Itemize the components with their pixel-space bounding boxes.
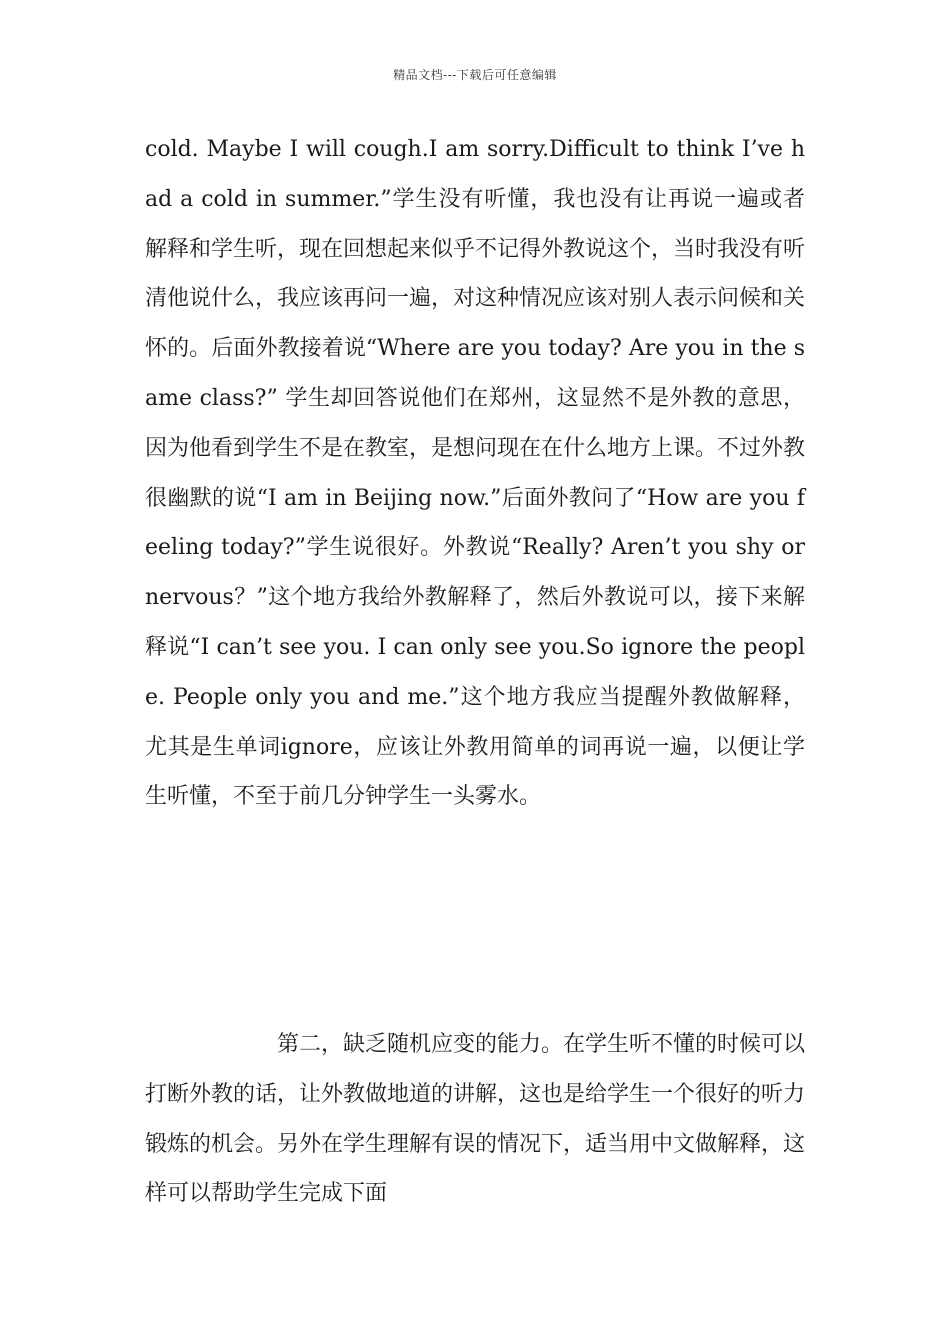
page-header: 精品文档---下载后可任意编辑 <box>393 68 557 82</box>
paragraph-1: cold. Maybe I will cough.I am sorry.Difficult to think I’ve had a cold in summer.”学生没有听懂，我也没有让再说一遍或者解释和学生听，现在回想起来似乎不记得外教说这个，当时我没有听清他说什么，我应该再问一遍，对这种情况应该对别人表示问候和关怀的。后面外教接着说“Where are you today? Are you in the same class?” 学生却回答说他们在郑州，这显然不是外教的意思，因为他看到学生不是在教室，是想问现在在什么地方上课。不过外教很幽默的说“I am in Beijing now.”后面外教问了“How are you feeling today?”学生说很好。外教说“Really? Aren’t you shy or nervous？”这个地方我给外教解释了，然后外教说可以，接下来解释说“I can’t see you. I can only see you.So ignore the people. People only you and me.”这个地方我应当提醒外教做解释，尤其是生单词ignore，应该让外教用简单的词再说一遍，以便让学生听懂，不至于前几分钟学生一头雾水。 <box>145 137 806 810</box>
paragraph-2: 第二，缺乏随机应变的能力。在学生听不懂的时候可以打断外教的话，让外教做地道的讲解，这也是给学生一个很好的听力锻炼的机会。另外在学生理解有误的情况下，适当用中文做解释，这样可以帮助学生完成下面 <box>145 1032 806 1207</box>
